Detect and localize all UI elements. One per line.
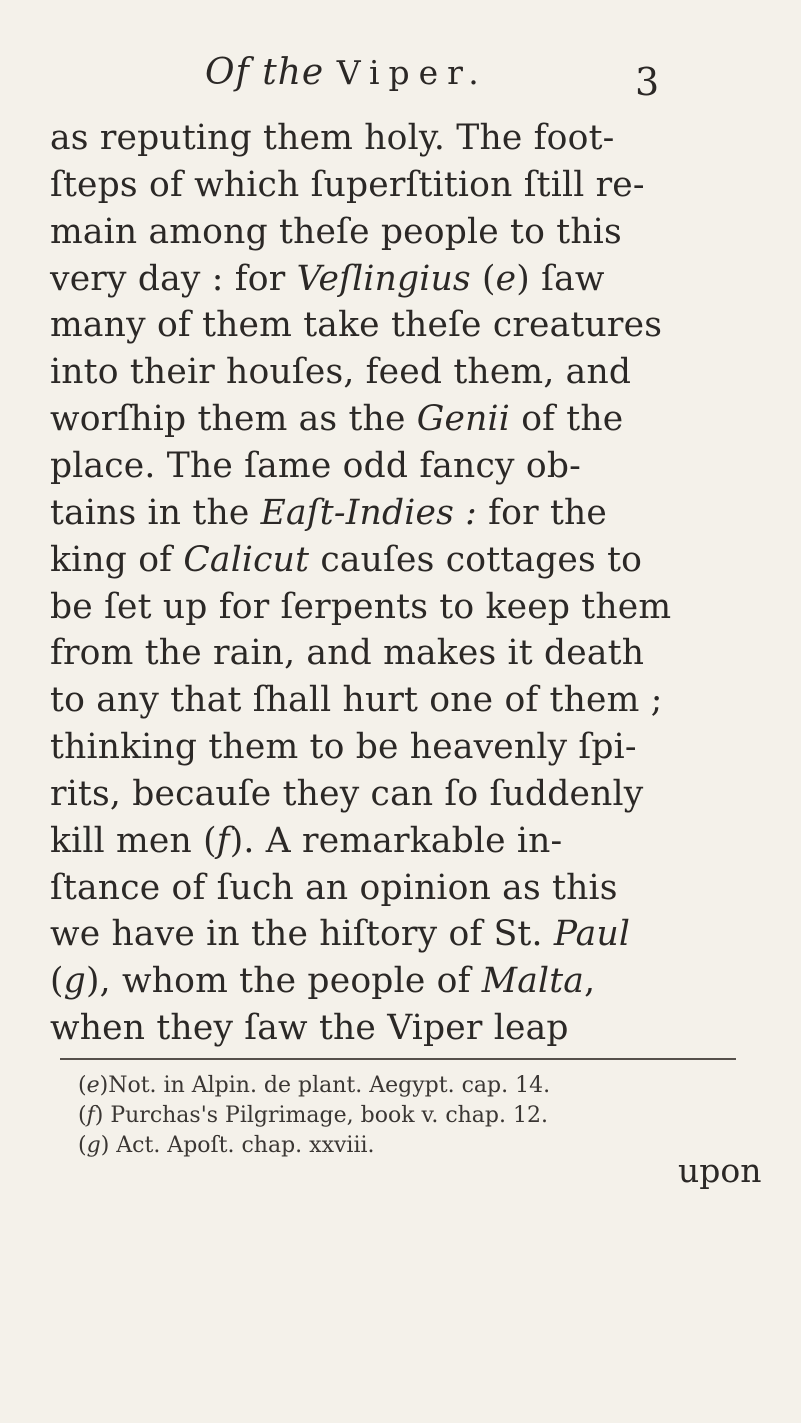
text-run: ). A remarkable in- xyxy=(229,820,563,861)
text-line xyxy=(50,680,663,720)
italic-text: f xyxy=(216,820,230,861)
text-run: be ſet up for ſerpents to keep them xyxy=(50,586,672,627)
text-line xyxy=(50,961,595,1001)
text-run: cauſes cottages to xyxy=(309,539,643,580)
text-line xyxy=(50,165,645,205)
italic-text: e xyxy=(495,258,517,299)
text-run: we have in the hiſtory of St. xyxy=(50,914,554,955)
header-title-italic: Of the xyxy=(205,52,325,93)
text-run: of the xyxy=(510,399,624,440)
text-run: ( xyxy=(78,1103,87,1128)
page-number: 3 xyxy=(635,60,661,104)
text-line xyxy=(50,727,637,767)
text-line xyxy=(50,774,643,814)
text-run: many of them take theſe creatures xyxy=(50,305,663,346)
text-run: worſhip them as the xyxy=(50,399,417,440)
text-line xyxy=(50,493,607,533)
text-run: )Not. in Alpin. de plant. Aegypt. cap. 14. xyxy=(99,1073,551,1098)
text-run: ſteps of which ſuperſtition ſtill re- xyxy=(50,164,645,205)
text-line xyxy=(50,446,581,486)
text-line xyxy=(50,821,562,861)
italic-text: Paul xyxy=(553,914,631,955)
text-line xyxy=(50,868,618,908)
text-run: tains in the xyxy=(50,492,261,533)
text-run: king of xyxy=(50,539,184,580)
text-run: ) Purchas's Pilgrimage, book v. chap. 12. xyxy=(94,1103,548,1128)
text-run: , xyxy=(584,961,596,1002)
footnote xyxy=(78,1132,375,1160)
text-run: very day : for xyxy=(50,258,297,299)
text-line xyxy=(50,1008,569,1048)
header-title-caps: Viper. xyxy=(336,53,488,92)
text-run: into their houſes, feed them, and xyxy=(50,352,632,393)
italic-text: Calicut xyxy=(183,539,310,580)
text-run: ( xyxy=(470,258,496,299)
text-run: when they ſaw the Viper leap xyxy=(50,1008,569,1049)
text-line xyxy=(50,352,631,392)
italic-text: Eaſt-Indies : xyxy=(260,492,477,533)
italic-text: f xyxy=(86,1103,95,1128)
text-line xyxy=(50,633,644,673)
text-line xyxy=(50,540,642,580)
italic-text: g xyxy=(86,1133,101,1158)
text-line xyxy=(50,587,671,627)
text-line xyxy=(50,914,630,954)
text-run: to any that ſhall hurt one of them ; xyxy=(50,680,663,721)
text-line xyxy=(50,305,662,345)
footnote xyxy=(78,1102,548,1130)
italic-text: Malta xyxy=(481,961,585,1002)
text-run: as reputing them holy. The foot- xyxy=(50,118,615,158)
footnote xyxy=(78,1072,550,1100)
text-run: ( xyxy=(78,1133,87,1158)
text-line xyxy=(50,212,622,252)
text-line xyxy=(50,399,623,439)
footnote-rule xyxy=(60,1058,736,1060)
italic-text: Genii xyxy=(416,399,511,440)
running-header xyxy=(205,52,665,102)
italic-text: Veſlingius xyxy=(296,258,471,299)
text-run: ſtance of ſuch an opinion as this xyxy=(50,867,618,908)
text-run: main among theſe people to this xyxy=(50,211,622,252)
text-line xyxy=(50,259,605,299)
text-run: ), whom the people of xyxy=(85,961,482,1002)
text-run: rits, becauſe they can ſo ſuddenly xyxy=(50,773,644,814)
text-run: for the xyxy=(476,492,608,533)
catchword: upon xyxy=(678,1151,762,1190)
text-run: ) ſaw xyxy=(516,258,605,299)
text-run: ( xyxy=(50,961,64,1002)
text-run: kill men ( xyxy=(50,820,217,861)
text-run: ) Act. Apoſt. chap. xxviii. xyxy=(100,1133,375,1158)
text-run: thinking them to be heavenly ſpi- xyxy=(50,727,637,768)
text-run: ( xyxy=(78,1073,87,1098)
italic-text: g xyxy=(63,961,86,1002)
italic-text: e xyxy=(86,1073,100,1098)
text-run: from the rain, and makes it death xyxy=(50,633,645,674)
text-line xyxy=(50,118,615,158)
text-run: place. The ſame odd fancy ob- xyxy=(50,445,581,486)
